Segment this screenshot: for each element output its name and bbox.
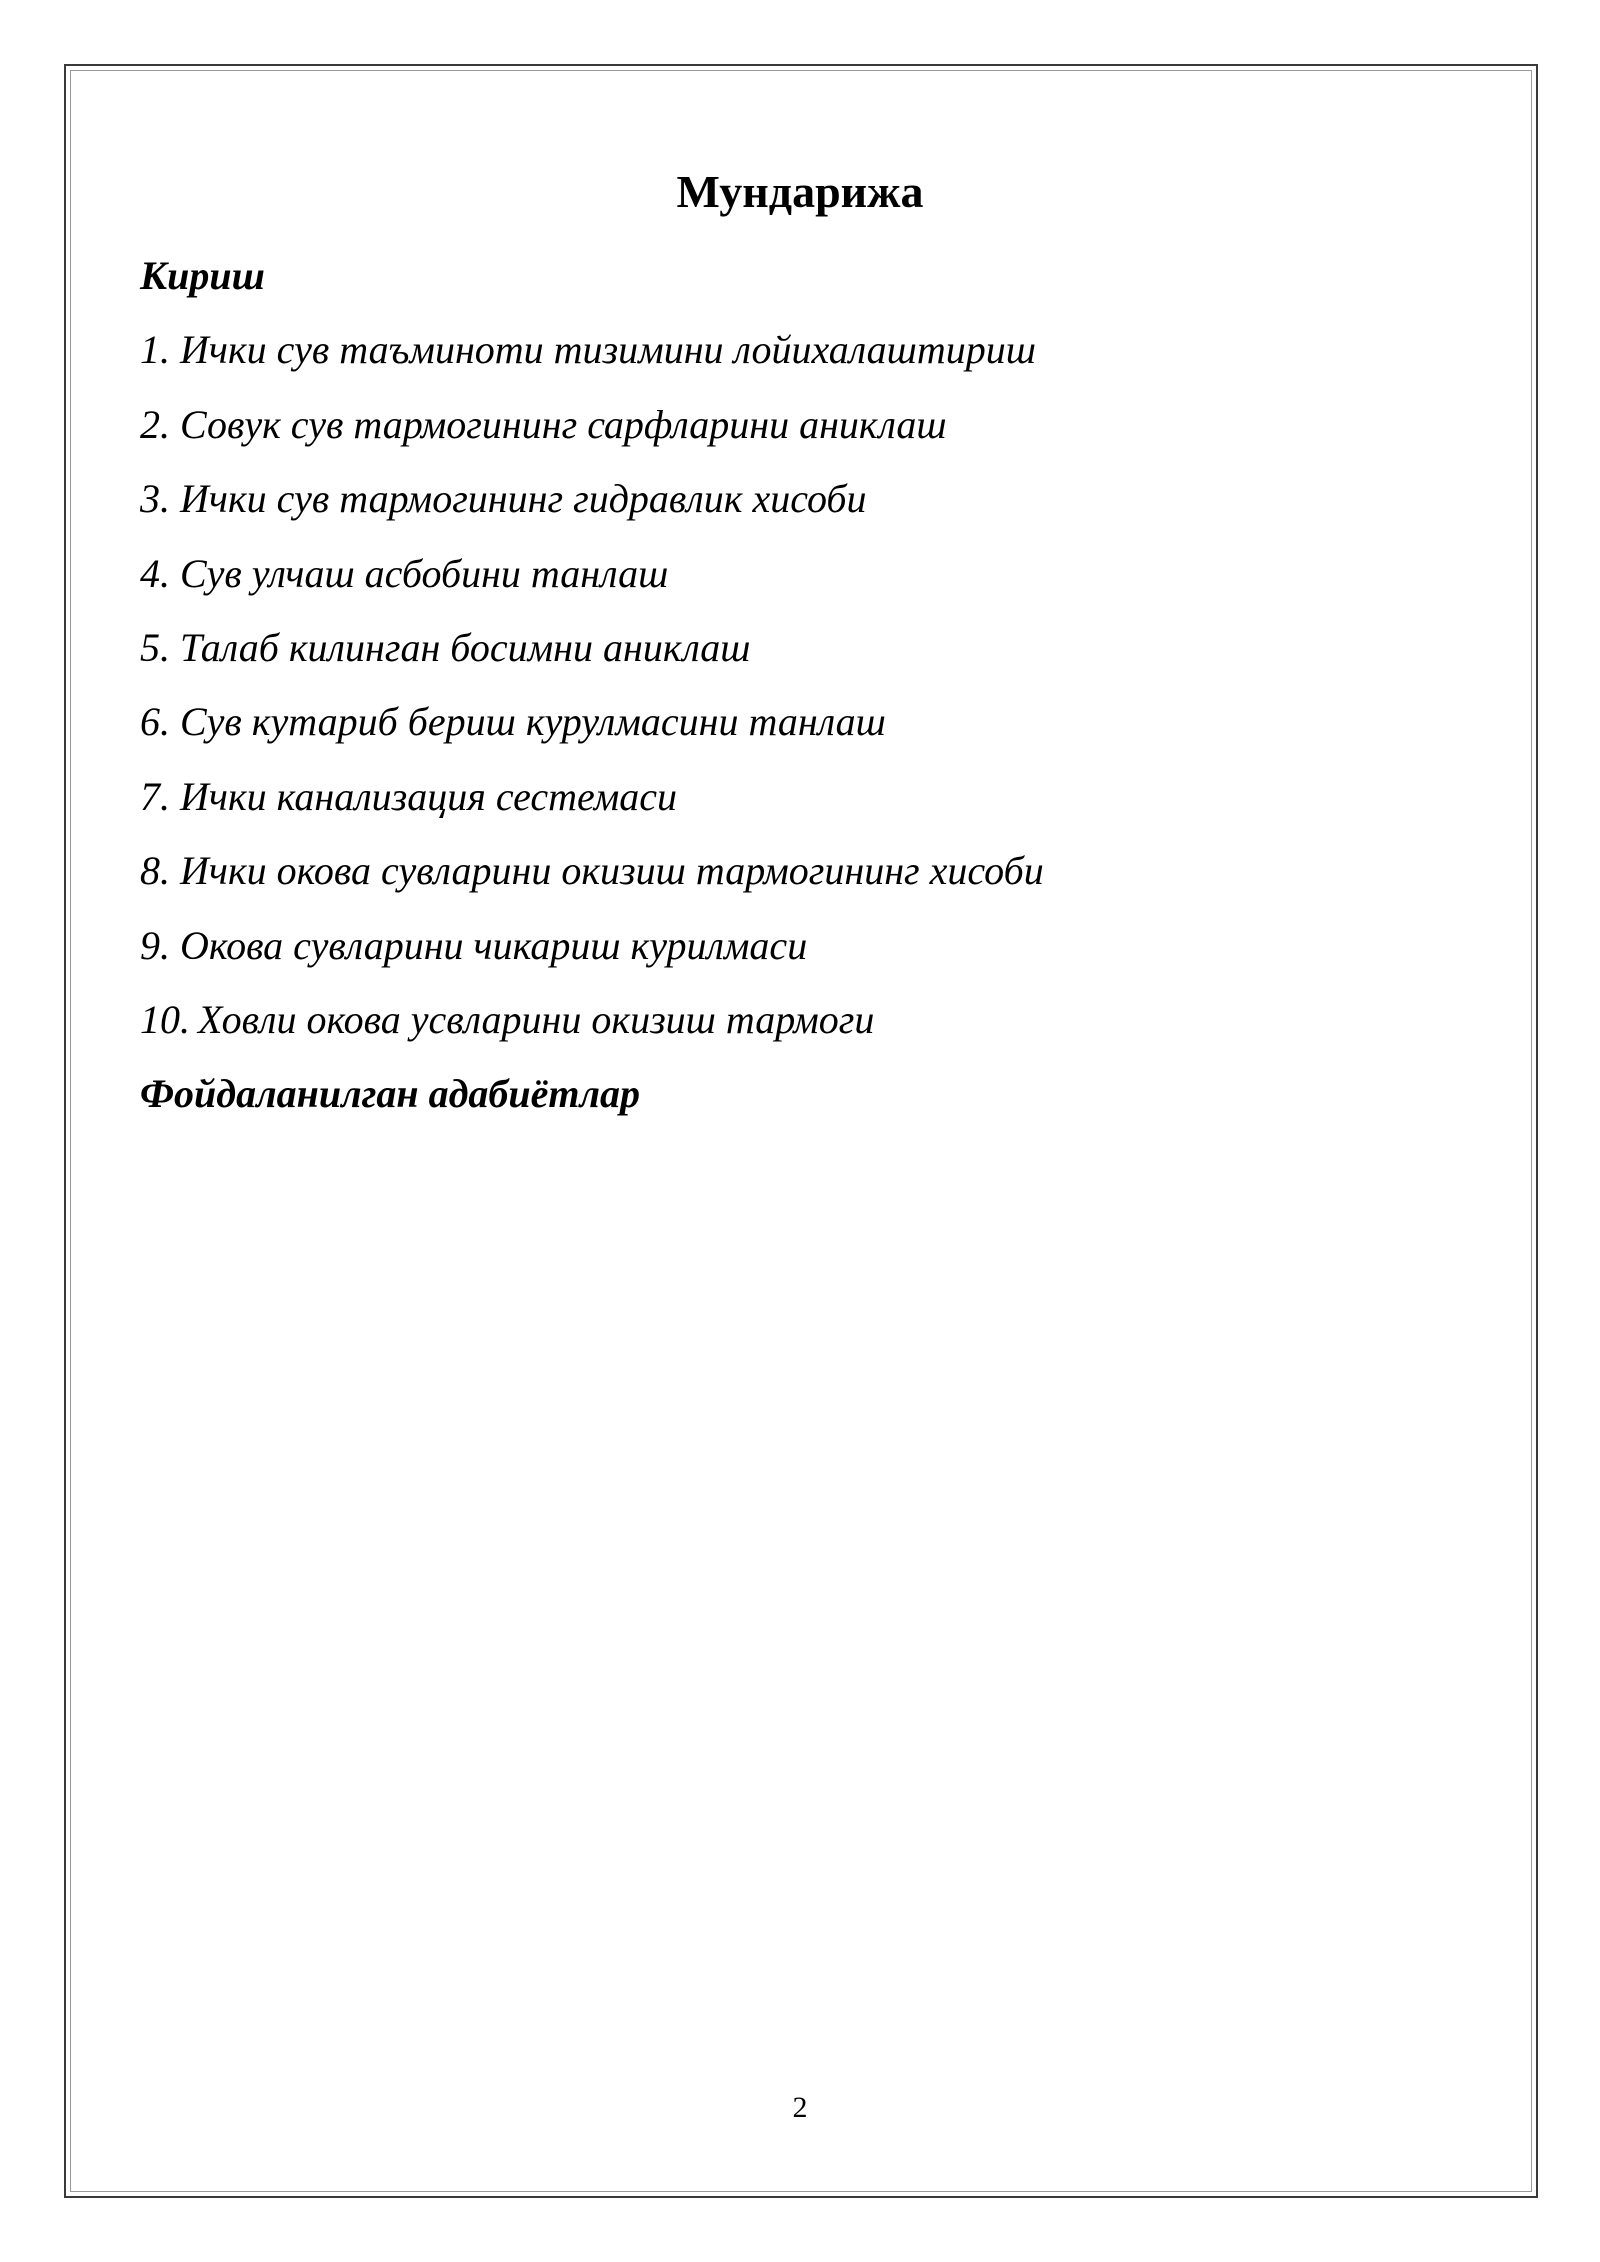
- toc-item-text: Ички окова сувларини окизиш тармогининг хисоби: [180, 848, 1044, 894]
- toc-item: [140, 320, 1440, 394]
- toc-item-text: Сув кутариб бериш курулмасини танлаш: [180, 699, 886, 745]
- toc-item: [140, 618, 1440, 692]
- toc-item: [140, 395, 1440, 469]
- toc-item: [140, 767, 1440, 841]
- toc-intro: Кириш: [140, 253, 265, 298]
- toc-item-number: 6.: [140, 699, 170, 745]
- toc-item: [140, 916, 1440, 990]
- toc-item: [140, 469, 1440, 543]
- toc-item-number: 3.: [140, 476, 170, 522]
- toc-item-number: 7.: [140, 773, 170, 819]
- toc-item-number: 2.: [140, 401, 170, 447]
- toc-item-number: 1.: [140, 327, 170, 373]
- page-title: Мундарижа: [676, 166, 924, 217]
- toc-item-text: Ички канализация сестемаси: [180, 773, 678, 819]
- toc-item-text: Ховли окова усвларини окизиш тармоги: [198, 996, 875, 1042]
- toc-item-number: 8.: [140, 848, 170, 894]
- toc-item-text: Талаб килинган босимни аниклаш: [180, 624, 751, 670]
- toc-item-number: 10.: [140, 996, 190, 1042]
- toc-item-number: 5.: [140, 624, 170, 670]
- toc-item-text: Сув улчаш асбобини танлаш: [180, 550, 669, 596]
- toc-item-number: 4.: [140, 550, 170, 596]
- toc-item-text: Ички сув тармогининг гидравлик хисоби: [180, 476, 867, 522]
- toc-item: [140, 841, 1440, 915]
- toc-item: [140, 990, 1440, 1064]
- toc-item-number: 9.: [140, 922, 170, 968]
- toc-item-text: Совук сув тармогининг сарфларини аниклаш: [180, 401, 947, 447]
- page-number: 2: [792, 2091, 808, 2124]
- toc-item-text: Окова сувларини чикариш курилмаси: [180, 922, 808, 968]
- toc-item: [140, 544, 1440, 618]
- toc-references: Фойдаланилган адабиётлар: [140, 1071, 641, 1117]
- table-of-contents: [140, 246, 1440, 1139]
- toc-item-text: Ички сув таъминоти тизимини лойихалаштириш: [180, 327, 1036, 373]
- toc-item: [140, 692, 1440, 766]
